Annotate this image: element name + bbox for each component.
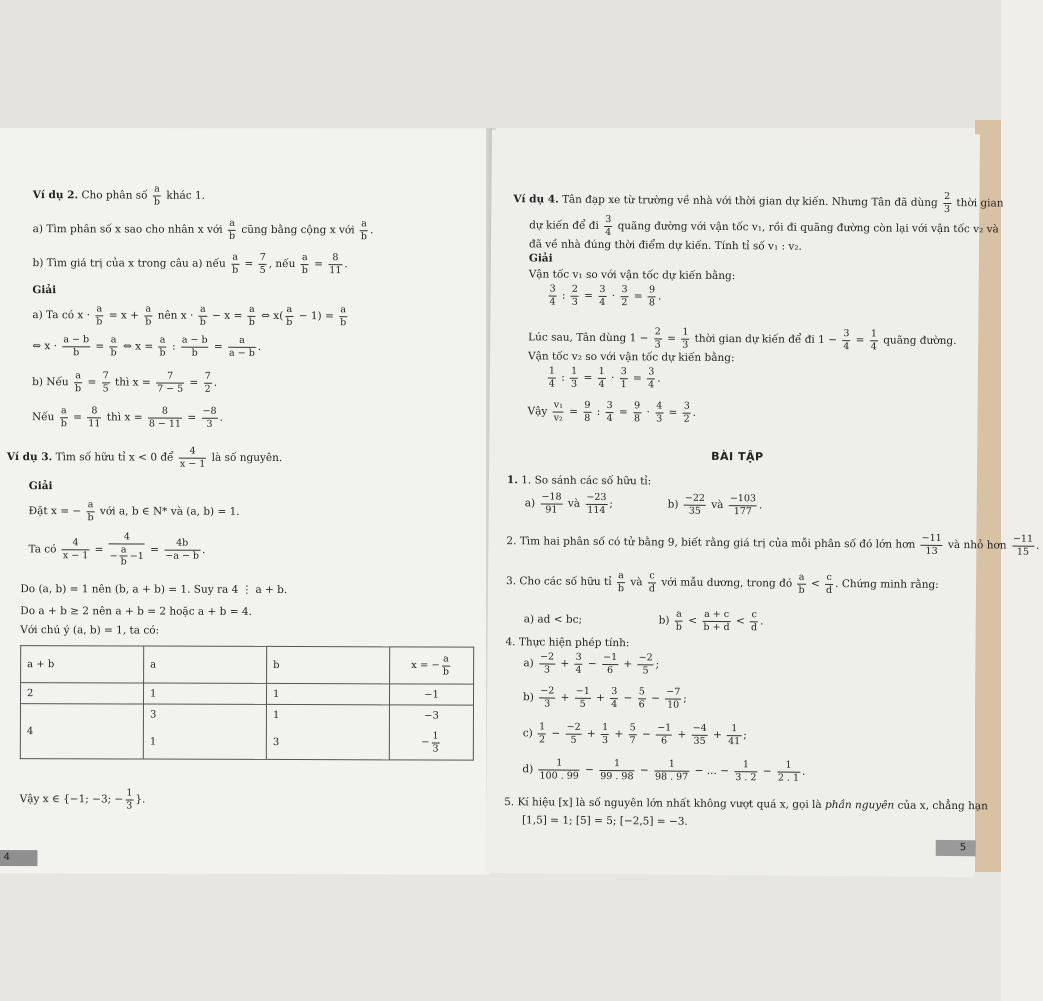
left-page — [0, 128, 492, 875]
example-2-part-a: a) Tìm phân số x sao cho nhân x với $\frac{a}{b}$ cũng bằng cộng x với $\frac{a}{b}$ . — [32, 217, 374, 242]
table-cell: −3 — [389, 705, 473, 726]
table-header-cell: x = − $\frac{a}{b}$ — [390, 647, 474, 684]
background-top — [0, 0, 1001, 128]
exercise-5-example: [1,5] = 1; [5] = 5; [−2,5] = −3. — [521, 814, 688, 828]
table-cell: 3 — [143, 704, 266, 725]
table-cell: 2 — [20, 683, 143, 704]
exercise-3-parts: a) ad < bc; b) $\frac{a}{b}$ < $\frac{a + c}{b + d}$ < $\frac{c}{d}$ . — [523, 608, 764, 633]
table-cell: − $\frac{1}{3}$ — [389, 725, 473, 760]
page-number: 4 — [3, 852, 10, 864]
exercises-heading: BÀI TẬP — [711, 449, 764, 464]
table-row — [20, 704, 473, 726]
exercise-4a: a) $\frac{-2}{3}$ + $\frac{3}{4}$ − $\frac{-1}{6}$ + $\frac{-2}{5}$ ; — [523, 651, 660, 676]
table-header-cell: b — [267, 646, 390, 683]
solution-heading-2: Giải — [28, 480, 53, 493]
table-cell: 1 — [143, 725, 266, 760]
right-page — [486, 130, 1040, 877]
example-4-line-3: đã về nhà đúng thời điểm dự kiến. Tính tỉ số v₁ : v₂. — [528, 238, 802, 253]
example-3-intro: Ví dụ 3. Tìm số hữu tỉ x < 0 để $\frac{4}{x - 1}$ là số nguyên. — [6, 445, 283, 470]
page-number: 5 — [959, 842, 967, 854]
exercise-4d: d) $\frac{1}{100 . 99}$ − $\frac{1}{99 . 98}$ − $\frac{1}{98 . 97}$ − ... − $\frac{1}{3 . 2}$ − $\frac{1}{2 . 1}$ . — [522, 757, 806, 784]
ratio-line: Vậy $\frac{\text{v₁}}{\text{v₂}}$ = $\frac{9}{8}$ : $\frac{3}{4}$ = $\frac{9}{8}$ · $\frac{4}{3}$ = $\frac{3}{2}$ . — [527, 399, 697, 425]
v2-line: Vận tốc v₂ so với vận tốc dự kiến bằng: — [527, 350, 735, 365]
after-line: Lúc sau, Tân dùng 1 − $\frac{2}{3}$ = $\frac{1}{3}$ thời gian dự kiến để đi 1 − $\frac{3}{4}$ = $\frac{1}{4}$ quãng đường. — [528, 326, 957, 352]
table-row — [20, 683, 473, 706]
table-cell: 1 — [266, 683, 389, 704]
solution-line-2: ⇔ x · $\frac{a - b}{b}$ = $\frac{a}{b}$ ⇔ x = $\frac{a}{b}$ : $\frac{a - b}{b}$ = $\frac{a}{a - b}$ . — [32, 334, 262, 359]
exercise-5: 5. Kí hiệu [x] là số nguyên lớn nhất không vượt quá x, gọi là phần nguyên của x, chẳng hạn — [504, 796, 988, 813]
table-header-row — [21, 646, 474, 685]
do-line-1: Do (a, b) = 1 nên (b, a + b) = 1. Suy ra 4 ⋮ a + b. — [20, 583, 288, 597]
page-number-bar — [936, 840, 976, 856]
v2-calc: $\frac{1}{4}$ : $\frac{1}{3}$ = $\frac{1}{4}$ · $\frac{3}{1}$ = $\frac{3}{4}$ . — [548, 365, 661, 390]
background-bottom — [0, 872, 1001, 1001]
table-header-cell: a + b — [21, 646, 144, 683]
example-4-line-1: Ví dụ 4. Tân đạp xe từ trường về nhà với thời gian dự kiến. Nhưng Tân đã dùng $\frac{2}{3}$ thời gian — [513, 190, 1004, 215]
exercise-4b: b) $\frac{-2}{3}$ + $\frac{-1}{5}$ + $\frac{3}{4}$ − $\frac{5}{6}$ − $\frac{-7}{10}$ ; — [522, 685, 687, 711]
exercise-1-parts: a) $\frac{-18}{91}$ và $\frac{-23}{114}$ ; b) $\frac{-22}{35}$ và $\frac{-103}{177}$ . — [524, 491, 763, 517]
solution-heading-r: Giải — [528, 252, 553, 265]
exercise-3: 3. Cho các số hữu tỉ $\frac{a}{b}$ và $\frac{c}{d}$ với mẫu dương, trong đó $\frac{a}{b}$ < $\frac{c}{d}$ . Chứng minh rằng: — [506, 570, 939, 596]
exercise-4: 4. Thực hiện phép tính: — [505, 636, 630, 650]
table-cell: 4 — [20, 704, 143, 759]
example-2-intro: Ví dụ 2. Cho phân số $\frac{a}{b}$ khác 1. — [32, 183, 206, 208]
v1-calc: $\frac{3}{4}$ : $\frac{2}{3}$ = $\frac{3}{4}$ · $\frac{3}{2}$ = $\frac{9}{8}$ . — [549, 283, 662, 308]
do-line-2: Do a + b ≥ 2 nên a + b = 2 hoặc a + b = 4. — [20, 605, 252, 618]
solution-line-1: a) Ta có x · $\frac{a}{b}$ = x + $\frac{a}{b}$ nên x · $\frac{a}{b}$ − x = $\frac{a}{b}$ ⇔ x( $\frac{a}{b}$ − 1) = $\frac{a}{b}$ — [32, 303, 347, 328]
table-cell: 1 — [143, 683, 266, 704]
table-cell: 1 — [266, 704, 389, 725]
note-line: Với chú ý (a, b) = 1, ta có: — [20, 624, 160, 637]
table-cell: 3 — [266, 725, 389, 760]
conclusion-line: Vậy x ∈ {−1; −3; − $\frac{1}{3}$ }. — [19, 787, 146, 811]
set-x-line: Đặt x = − $\frac{a}{b}$ với a, b ∈ N* và (a, b) = 1. — [28, 499, 240, 523]
example-2-part-b: b) Tìm giá trị của x trong câu a) nếu $\frac{a}{b}$ = $\frac{7}{5}$ , nếu $\frac{a}{b}$ = $\frac{8}{11}$ . — [32, 251, 348, 276]
table-header-cell: a — [144, 646, 267, 683]
example-4-line-2: dự kiến để đi $\frac{3}{4}$ quãng đường với vận tốc v₁, rồi đi quãng đường còn lại với vận tốc v₂ và — [529, 213, 999, 238]
exercise-4c: c) $\frac{1}{2}$ − $\frac{-2}{5}$ + $\frac{1}{3}$ + $\frac{5}{7}$ − $\frac{-1}{6}$ + $\frac{-4}{35}$ + $\frac{1}{41}$ ; — [522, 721, 747, 747]
v1-line: Vận tốc v₁ so với vận tốc dự kiến bằng: — [528, 268, 736, 283]
taco-line: Ta có $\frac{4}{x - 1}$ = 4 − $\frac{a}{b}$ −1 = $\frac{4b}{-a - b}$ . — [28, 531, 206, 568]
solution-table — [20, 645, 474, 761]
solution-line-3: b) Nếu $\frac{a}{b}$ = $\frac{7}{5}$ thì x = $\frac{7}{7 - 5}$ = $\frac{7}{2}$ . — [32, 370, 218, 395]
solution-heading: Giải — [32, 284, 57, 297]
exercise-1: 1. 1. So sánh các số hữu tỉ: — [506, 474, 652, 488]
exercise-2: 2. Tìm hai phân số có tử bằng 9, biết rằng giá trị của mỗi phân số đó lớn hơn $\frac{-11}{13}$ và nhỏ hơn $\frac{-11}{15}$ . — [506, 532, 1040, 558]
table-cell: −1 — [389, 684, 473, 705]
solution-line-4: Nếu $\frac{a}{b}$ = $\frac{8}{11}$ thì x = $\frac{8}{8 - 11}$ = $\frac{-8}{3}$ . — [31, 405, 223, 430]
